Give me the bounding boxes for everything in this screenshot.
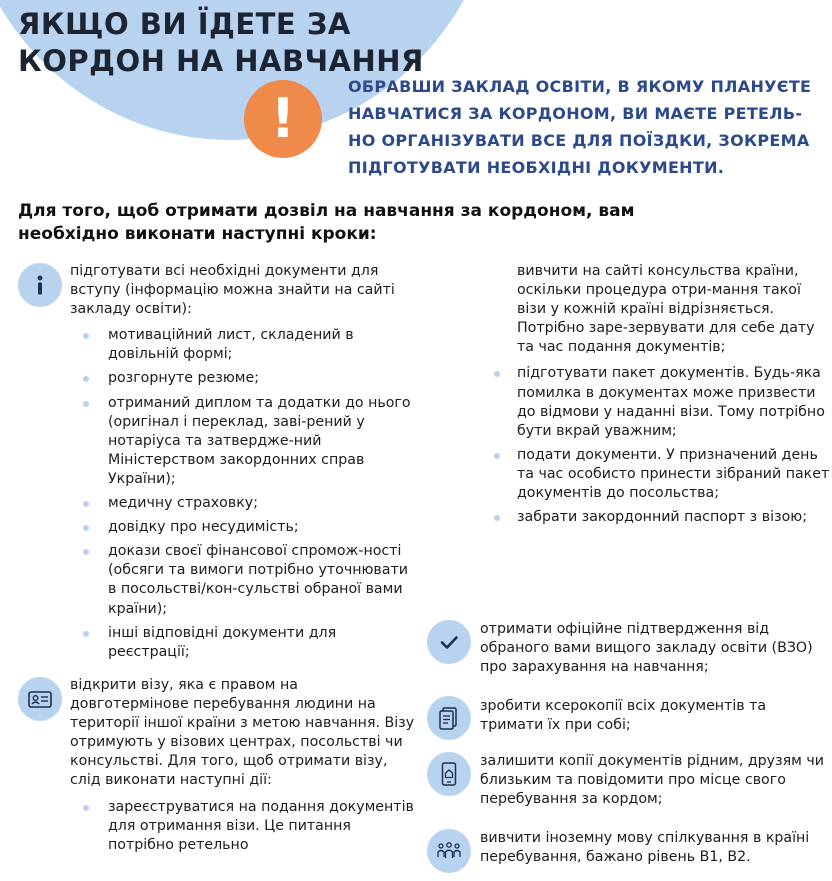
info-icon <box>18 263 62 307</box>
docs-list <box>70 326 420 662</box>
id-card-icon <box>18 677 62 721</box>
list-item: підготувати пакет документів. Будь-яка помилка в документах може призвести до відмови у наданні візи. Тому потрібно бути вкрай уважним; <box>492 364 830 440</box>
step-copies-text: зробити ксерокопії всіх документів та тримати їх при собі; <box>480 698 767 734</box>
phone-home-icon <box>427 752 471 796</box>
lead-paragraph: ОБРАВШИ ЗАКЛАД ОСВІТИ, В ЯКОМУ ПЛАНУЄТЕ НАВЧАТИСЯ ЗА КОРДОНОМ, ВИ МАЄТЕ РЕТЕЛЬ-НО ОРГАНІЗУВАТИ ВСЕ ДЛЯ ПОЇЗДКИ, ЗОКРЕМА ПІДГОТУВАТИ НЕОБХІДНІ ДОКУМЕНТИ. <box>348 77 812 177</box>
visa-steps-list <box>492 364 830 527</box>
people-group-icon <box>427 829 471 873</box>
step-confirmation-text: отримати офіційне підтвердження від обраного вами вищого закладу освіти (ВЗО) про зарахування на навчання; <box>480 621 813 676</box>
step-language-text: вивчити іноземну мову спілкування в країні перебування, бажано рівень В1, В2. <box>480 830 810 866</box>
exclamation-icon: ! <box>244 80 322 158</box>
page-title: ЯКЩО ВИ ЇДЕТЕ ЗА КОРДОН НА НАВЧАННЯ <box>18 7 424 78</box>
continuation-text: вивчити на сайті консульства країни, оскільки процедура отри-мання такої візи у кожній країні відрізняється. Потрібно заре-зервувати для себе дату та час подання документів; <box>517 263 815 356</box>
list-item: докази своєї фінансової спромож-ності (обсяги та вимоги потрібно уточнювати в посольстві/кон-сульстві обраної вами країни); <box>70 542 420 618</box>
list-item: отриманий диплом та додатки до нього (оригінал і переклад, заві-рений у нотаріуса та затвердже-ний Міністерством закордонних справ України); <box>70 394 420 489</box>
checkmark-icon <box>427 620 471 664</box>
step-family-copies-text: залишити копії документів рідним, друзям чи близьким та повідомити про місце свого перебування за кордом; <box>480 753 824 808</box>
intro-heading: Для того, щоб отримати дозвіл на навчання за кордоном, вам необхідно виконати наступні кроки: <box>18 201 635 244</box>
visa-intro-text: відкрити візу, яка є правом на довготермінове перебування людини на території іншої країни з метою навчання. Візу отримують у візових центрах, посольстві чи консульстві. Для того, щоб отримати візу, слід виконати наступні дії: <box>70 677 415 789</box>
list-item: медичну страховку; <box>70 494 420 513</box>
visa-list <box>70 798 420 855</box>
list-item: розгорнуте резюме; <box>70 369 420 388</box>
docs-block <box>70 262 420 667</box>
visa-steps-continued <box>492 262 830 532</box>
list-item: довідку про несудимість; <box>70 518 420 537</box>
list-item: забрати закордонний паспорт з візою; <box>492 508 830 527</box>
document-copy-icon <box>427 696 471 740</box>
list-item: мотиваційний лист, складений в довільній формі; <box>70 326 420 364</box>
docs-intro-text: підготувати всі необхідні документи для вступу (інформацію можна знайти на сайті закладу освіти): <box>70 263 395 318</box>
list-item: зареєструватися на подання документів для отримання візи. Це питання потрібно ретельно <box>70 798 420 855</box>
visa-block <box>70 676 420 860</box>
list-item: інші відповідні документи для реєстрації; <box>70 624 420 662</box>
list-item: подати документи. У призначений день та час особисто принести зібраний пакет документів до посольства; <box>492 446 830 503</box>
